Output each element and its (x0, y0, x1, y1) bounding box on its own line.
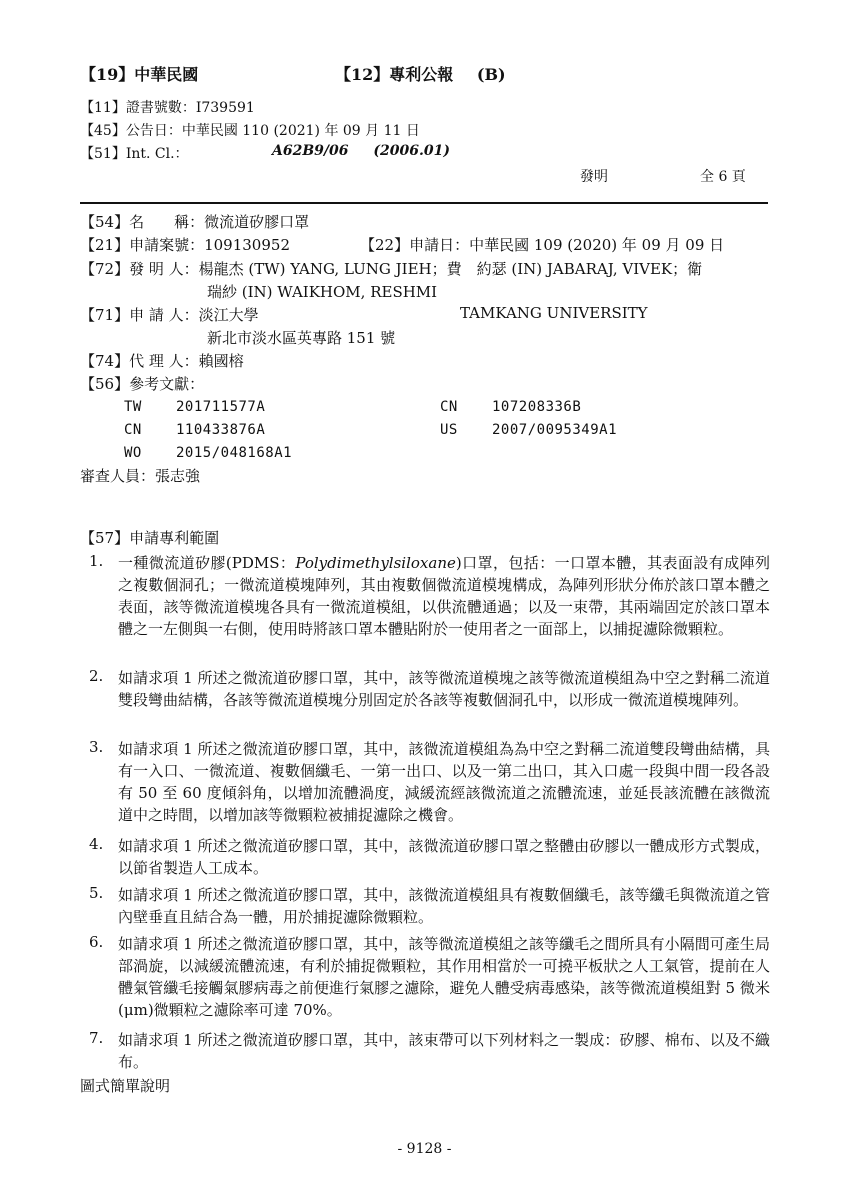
appdate-label: 【22】申請日： (360, 236, 470, 254)
inventor-line (80, 258, 702, 279)
claim-number: 6. (89, 933, 104, 951)
claim-number: 4. (89, 835, 104, 853)
publication-date-line (80, 120, 420, 140)
claim-text: 如請求項 1 所述之微流道矽膠口罩，其中，該等微流道模組之該等纖毛之間所具有小隔間可產生局部渦旋，以減緩流體流速，有利於捕捉微顆粒，其作用相當於一可撓平板狀之人工氣管，提前在人體氣管纖毛接觸氣膠病毒之前便進行氣膠之濾除，避免人體受病毒感染，該等微流道模組對 5 微米(μm)微顆粒之濾除率可達 70%。 (118, 935, 770, 1019)
claim-text: 如請求項 1 所述之微流道矽膠口罩，其中，該微流道模組為為中空之對稱二流道雙段彎曲結構，具有一入口、一微流道、複數個纖毛、一第一出口、以及一第二出口，其入口處一段與中間一段各設有 50 至 60 度傾斜角，以增加流體渦度，減緩流經該微流道之流體流速，並延長該流體在該微流道中之時間，以增加該等微顆粒被捕捉濾除之機會。 (118, 740, 770, 824)
cert-number: I739591 (195, 100, 255, 116)
agent-label: 【74】代 理 人： (80, 352, 199, 370)
applicant-zh: 淡江大學 (198, 306, 259, 324)
reference-number: 201711577A (176, 399, 266, 415)
agent-name: 賴國榕 (198, 352, 244, 370)
title-line (80, 211, 309, 232)
claim-number: 2. (89, 667, 104, 685)
claim-number: 3. (89, 738, 104, 756)
inventors-line-2: 瑞紗 (IN) WAIKHOM, RESHMI (207, 283, 438, 301)
pub-label: 【45】公告日： (80, 123, 182, 139)
examiner-name: 張志強 (155, 467, 201, 485)
appno-label: 【21】申請案號： (80, 236, 205, 254)
kind-code: (B) (476, 65, 506, 84)
claim-1-italic-term: Polydimethylsiloxane (295, 554, 456, 572)
country: 中華民國 (134, 65, 199, 84)
patent-title: 微流道矽膠口罩 (204, 213, 310, 231)
ipc-label: 【51】Int. Cl.： (80, 146, 189, 162)
ipc-version: (2006.01) (373, 143, 450, 159)
claim-text: 如請求項 1 所述之微流道矽膠口罩，其中，該等微流道模塊之該等微流道模組為中空之對稱二流道雙段彎曲結構，各該等微流道模塊分別固定於各該等複數個洞孔中，以形成一微流道模塊陣列。 (118, 669, 770, 709)
reference-country: WO (124, 445, 142, 461)
header-divider (80, 202, 768, 204)
claim-number: 7. (89, 1029, 104, 1047)
drawings-heading: 圖式簡單說明 (80, 1077, 171, 1095)
reference-country: US (440, 422, 458, 438)
claims-heading: 【57】申請專利範圍 (80, 529, 220, 547)
claim-text: 如請求項 1 所述之微流道矽膠口罩，其中，該束帶可以下列材料之一製成：矽膠、棉布、以及不織布。 (118, 1031, 770, 1071)
reference-country: TW (124, 399, 142, 415)
pub-date: 中華民國 110 (2021) 年 09 月 11 日 (181, 123, 420, 139)
code19: 【19】 (80, 65, 135, 84)
total-pages: 全 6 頁 (700, 169, 746, 185)
applicant-address: 新北市淡水區英專路 151 號 (207, 329, 396, 347)
applicant-en: TAMKANG UNIVERSITY (460, 304, 648, 322)
examiner-line (80, 465, 200, 486)
reference-number: 110433876A (176, 422, 266, 438)
header-doc-type (335, 62, 506, 85)
reference-number: 107208336B (492, 399, 582, 415)
reference-number: 2007/0095349A1 (492, 422, 618, 438)
page-number: - 9128 - (397, 1141, 452, 1157)
ipc-code (272, 143, 450, 159)
reference-number: 2015/048168A1 (176, 445, 293, 461)
inventor-label: 【72】發 明 人： (80, 260, 199, 278)
claim-number: 5. (89, 884, 104, 902)
reference-country: CN (124, 422, 142, 438)
inventors-line-1: 楊龍杰 (TW) YANG, LUNG JIEH；費 約瑟 (IN) JABARAJ, VIVEK；衛 (198, 260, 703, 278)
claim-1-text-rest: )口罩，包括：一口罩本體，其表面設有成陣列之複數個洞孔；一微流道模塊陣列，其由複數個微流道模塊構成，為陣列形狀分佈於該口罩本體之表面，該等微流道模塊各具有一微流道模組，以供流體通過；以及一束帶，其兩端固定於該口罩本體之一左側與一右側，使用時將該口罩本體貼附於一使用者之一面部上，以捕捉濾除微顆粒。 (118, 554, 771, 638)
applicant-line (80, 304, 259, 325)
application-date-line (360, 234, 724, 255)
category: 發明 (580, 169, 608, 185)
references-label: 【56】參考文獻： (80, 375, 205, 393)
claim-text: 如請求項 1 所述之微流道矽膠口罩，其中，該微流道矽膠口罩之整體由矽膠以一體成形方式製成，以節省製造人工成本。 (118, 837, 770, 877)
title-label: 【54】名 稱： (80, 213, 205, 231)
header-code19-country (80, 62, 198, 85)
reference-country: CN (440, 399, 458, 415)
application-number: 109130952 (204, 236, 290, 254)
certificate-number-line (80, 97, 255, 117)
application-date: 中華民國 109 (2020) 年 09 月 09 日 (469, 236, 725, 254)
cert-label: 【11】證書號數： (80, 100, 196, 116)
applicant-label: 【71】申 請 人： (80, 306, 199, 324)
code12: 【12】 (335, 65, 390, 84)
claim-text (118, 552, 770, 640)
claim-text: 如請求項 1 所述之微流道矽膠口罩，其中，該微流道模組具有複數個纖毛，該等纖毛與微流道之管內壁垂直且結合為一體，用於捕捉濾除微顆粒。 (118, 886, 770, 926)
ipc-line (80, 143, 189, 163)
claim-number: 1. (89, 552, 104, 570)
ipc-code-value: A62B9/06 (272, 143, 349, 159)
examiner-label: 審查人員： (80, 467, 156, 485)
doc-type: 專利公報 (389, 65, 454, 84)
agent-line (80, 350, 244, 371)
claim-1-text-start: 一種微流道矽膠(PDMS： (118, 554, 296, 572)
application-number-line (80, 234, 290, 255)
